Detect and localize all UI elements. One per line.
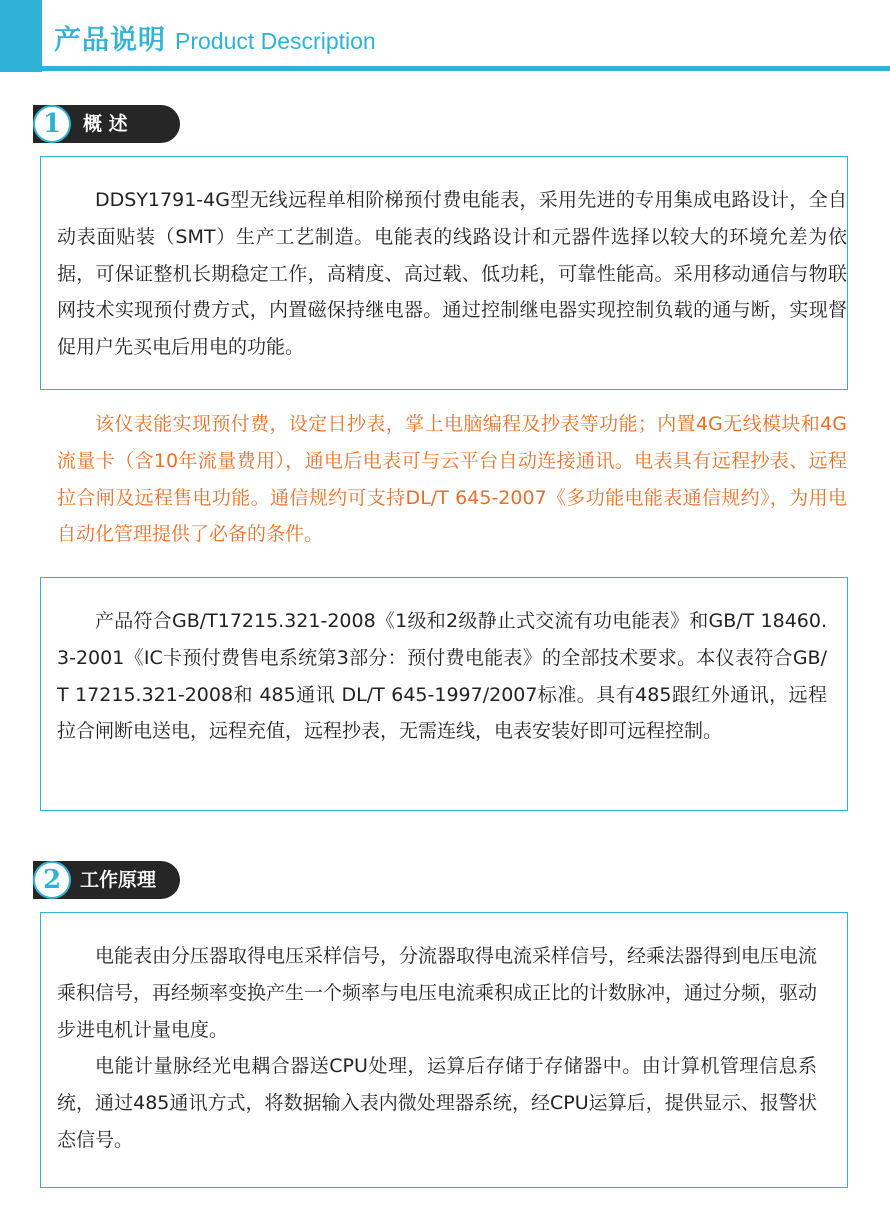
section-heading-overview	[33, 105, 180, 143]
section-number-badge: 2	[33, 861, 71, 899]
principle-paragraph-1: 电能表由分压器取得电压采样信号，分流器取得电流采样信号，经乘法器得到电压电流乘积信号，再经频率变换产生一个频率与电压电流乘积成正比的计数脉冲，通过分频，驱动步进电机计量电度。	[57, 945, 818, 1041]
page-title-en: Product Description	[175, 28, 376, 54]
overview-paragraph-3: 产品符合GB/T17215.321-2008《1级和2级静止式交流有功电能表》和GB/T 18460.3-2001《IC卡预付费售电系统第3部分：预付费电能表》的全部技术要求。本仪表符合GB/T 17215.321-2008和 485通讯 DL/T 645-1997/2007标准。具有485跟红外通讯，远程拉合闸断电送电，远程充值，远程抄表，无需连线，电表安装好即可远程控制。	[57, 610, 827, 743]
principle-text	[57, 938, 817, 1159]
header-underline	[42, 66, 890, 71]
overview-paragraph-1: DDSY1791-4G型无线远程单相阶梯预付费电能表，采用先进的专用集成电路设计，全自动表面贴装（SMT）生产工艺制造。电能表的线路设计和元器件选择以较大的环境允差为依据，可保证整机长期稳定工作，高精度、高过载、低功耗，可靠性能高。采用移动通信与物联网技术实现预付费方式，内置磁保持继电器。通过控制继电器实现控制负载的通与断，实现督促用户先买电后用电的功能。	[57, 189, 847, 359]
page-title	[54, 18, 376, 62]
section-number-badge: 1	[33, 105, 71, 143]
overview-paragraph-2: 该仪表能实现预付费，设定日抄表，掌上电脑编程及抄表等功能；内置4G无线模块和4G流量卡（含10年流量费用），通电后电表可与云平台自动连接通讯。电表具有远程抄表、远程拉合闸及远程售电功能。通信规约可支持DL/T 645-2007《多功能电能表通信规约》，为用电自动化管理提供了必备的条件。	[57, 413, 847, 546]
page-title-cn: 产品说明	[54, 25, 166, 56]
section-label: 工作原理	[80, 869, 157, 891]
principle-paragraph-2: 电能计量脉经光电耦合器送CPU处理，运算后存储于存储器中。由计算机管理信息系统，通过485通讯方式，将数据输入表内微处理器系统，经CPU运算后，提供显示、报警状态信号。	[57, 1055, 817, 1151]
section-label: 概 述	[83, 113, 128, 135]
header-accent-bar	[0, 0, 42, 72]
section-heading-principle	[33, 861, 180, 899]
